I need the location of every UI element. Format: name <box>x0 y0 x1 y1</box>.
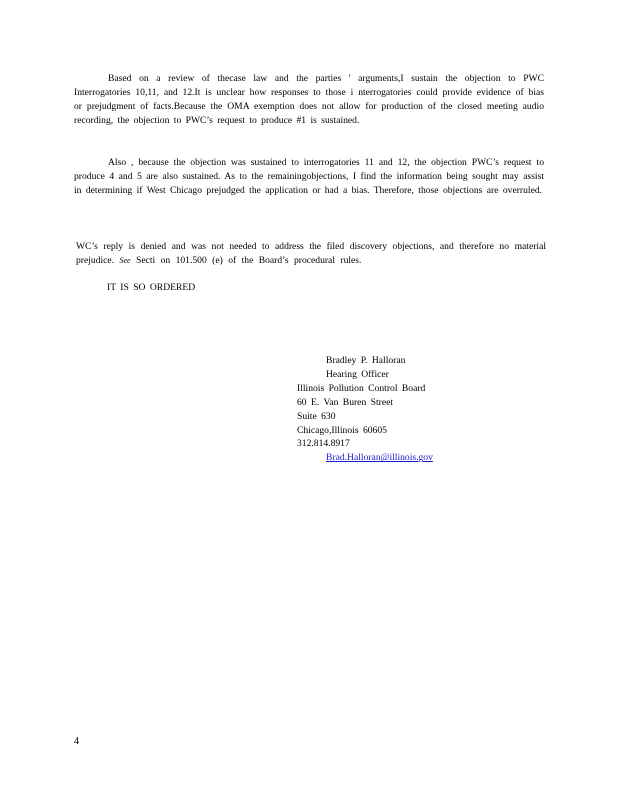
paragraph-text: Based on a review of thecase law and the parties ' arguments,I sustain the objection to PWC Interrogatories 10,11, and 12.It is unclear how responses to those i nterrogatories could provide evidence of bias or prejudgment of facts.Because the OMA exemption does not allow for production of the closed meeting audio recording, the objection to PWC’s request to produce #1 is sustained. <box>74 73 544 126</box>
address-suite: Suite 630 <box>297 410 336 422</box>
email-link[interactable]: Brad.Halloran@illinois.gov <box>326 452 433 464</box>
see-citation-signal: See <box>119 255 131 265</box>
paragraph-objections-overruled <box>74 156 544 198</box>
paragraph-objection-sustained <box>74 72 544 128</box>
page-number: 4 <box>74 736 79 747</box>
paragraph-text: Secti on 101.500 (e) of the Board’s procedural rules. <box>136 254 362 266</box>
signature-block <box>297 354 433 465</box>
phone-number: 312.814.8917 <box>297 438 350 450</box>
email-line <box>297 451 433 465</box>
paragraph-text: WC’s reply is denied and was not needed to address the filed discovery objections, and therefore no material prejudice. <box>76 241 546 266</box>
order-statement: IT IS SO ORDERED <box>107 282 196 293</box>
paragraph-text: Also , because the objection was sustained to interrogatories 11 and 12, the objection PWC’s request to produce 4 and 5 are also sustained. As to the remainingobjections, I find the information being sought may assist in determining if West Chicago prejudged the application or had a bias. Therefore, those objections are overruled. <box>74 157 544 196</box>
paragraph-reply-denied <box>76 240 546 268</box>
signatory-name: Bradley P. Halloran <box>326 355 406 366</box>
signatory-title: Hearing Officer <box>326 368 389 380</box>
address-city: Chicago,Illinois 60605 <box>297 424 387 436</box>
address-street: 60 E. Van Buren Street <box>297 396 394 408</box>
signatory-organization: Illinois Pollution Control Board <box>297 382 426 394</box>
